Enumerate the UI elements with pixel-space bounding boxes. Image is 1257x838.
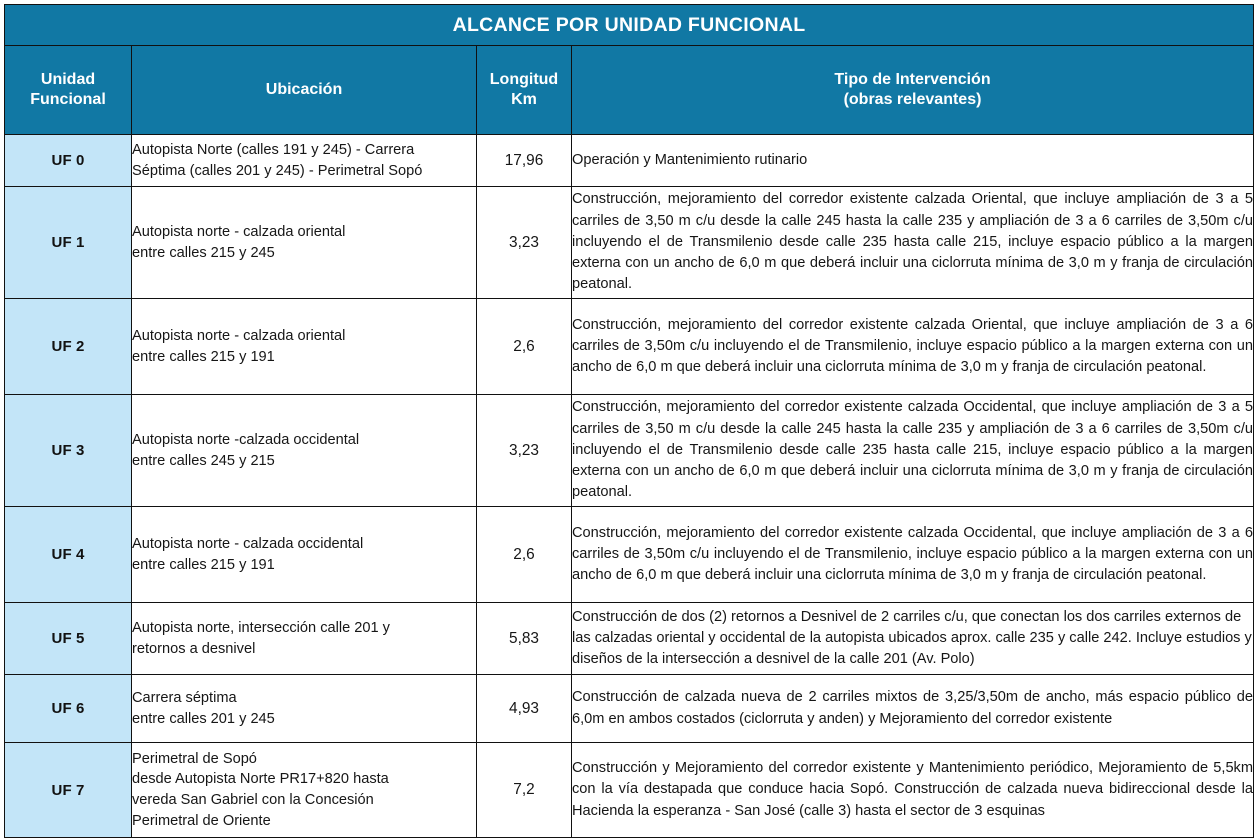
column-header-longitud-line1: Longitud (489, 71, 559, 89)
table-row (5, 187, 1254, 299)
ubicacion-line: Perimetral de Sopó (132, 750, 257, 767)
table-row (5, 675, 1254, 743)
ubicacion-line: Autopista norte - calzada oriental (132, 223, 346, 240)
cell-unidad-funcional: UF 6 (5, 675, 132, 743)
cell-ubicacion (132, 135, 477, 187)
ubicacion-line: Autopista norte - calzada occidental (132, 535, 364, 552)
cell-unidad-funcional: UF 5 (5, 603, 132, 675)
ubicacion-line: Carrera séptima (132, 689, 237, 706)
ubicacion-line: desde Autopista Norte PR17+820 hasta (132, 771, 389, 788)
cell-longitud-km: 3,23 (477, 395, 572, 507)
cell-ubicacion (132, 395, 477, 507)
ubicacion-line: Autopista Norte (calles 191 y 245) - Carrera (132, 141, 415, 158)
column-header-unidad-funcional-line2: Funcional (30, 91, 106, 108)
column-header-tipo-intervencion (572, 46, 1254, 135)
ubicacion-line: entre calles 215 y 191 (132, 348, 275, 365)
cell-tipo-intervencion: Construcción, mejoramiento del corredor existente calzada Occidental, que incluye ampliación de 3 a 6 carriles de 3,50m c/u incluyendo el de Transmilenio, incluye espacio público a la margen externa con un ancho de 6,0 m que deberá incluir una ciclorruta mínima de 3,0 m y franja de circulación peatonal. (572, 507, 1254, 603)
ubicacion-line: Autopista norte, intersección calle 201 y (132, 619, 390, 636)
cell-ubicacion (132, 743, 477, 838)
cell-unidad-funcional: UF 0 (5, 135, 132, 187)
cell-tipo-intervencion: Construcción, mejoramiento del corredor existente calzada Oriental, que incluye ampliación de 3 a 5 carriles de 3,50 m c/u desde la calle 245 hasta la calle 235 y ampliación de 3 a 6 carriles de 3,50m c/u incluyendo el de Transmilenio desde calle 235 hasta calle 215, incluye espacio público a la margen externa con un ancho de 6,0 m que deberá incluir una ciclorruta mínima de 3,0 m y franja de circulación peatonal. (572, 187, 1254, 299)
column-header-tipo-intervencion-line1: Tipo de Intervención (834, 71, 991, 89)
cell-longitud-km: 17,96 (477, 135, 572, 187)
cell-unidad-funcional: UF 2 (5, 299, 132, 395)
cell-unidad-funcional: UF 7 (5, 743, 132, 838)
cell-ubicacion (132, 187, 477, 299)
table-row (5, 603, 1254, 675)
column-header-ubicacion (132, 46, 477, 135)
column-header-tipo-intervencion-line2: (obras relevantes) (843, 91, 982, 108)
table-row (5, 507, 1254, 603)
column-header-longitud-line2: Km (511, 91, 537, 108)
table-title-row (5, 5, 1254, 46)
cell-unidad-funcional: UF 1 (5, 187, 132, 299)
table-row (5, 299, 1254, 395)
cell-longitud-km: 4,93 (477, 675, 572, 743)
table-row (5, 135, 1254, 187)
ubicacion-line: Autopista norte - calzada oriental (132, 327, 346, 344)
column-header-row (5, 46, 1254, 135)
cell-ubicacion (132, 507, 477, 603)
ubicacion-line: entre calles 245 y 215 (132, 452, 275, 469)
ubicacion-line: entre calles 201 y 245 (132, 710, 275, 727)
cell-unidad-funcional: UF 3 (5, 395, 132, 507)
column-header-longitud (477, 46, 572, 135)
ubicacion-line: Autopista norte -calzada occidental (132, 431, 360, 448)
cell-tipo-intervencion: Construcción, mejoramiento del corredor existente calzada Occidental, que incluye ampliación de 3 a 5 carriles de 3,50 m c/u desde la calle 245 hasta la calle 235 y ampliación de 3 a 6 carriles de 3,50m c/u incluyendo el de Transmilenio desde calle 235 hasta calle 215, incluye espacio público a la margen externa con un ancho de 6,0 m que deberá incluir una ciclorruta mínima de 3,0 m y franja de circulación peatonal. (572, 395, 1254, 507)
ubicacion-line: entre calles 215 y 191 (132, 556, 275, 573)
cell-tipo-intervencion: Construcción, mejoramiento del corredor existente calzada Oriental, que incluye ampliación de 3 a 6 carriles de 3,50m c/u incluyendo el de Transmilenio, incluye espacio público a la margen externa con un ancho de 6,0 m que deberá incluir una ciclorruta mínima de 3,0 m y franja de circulación peatonal. (572, 299, 1254, 395)
column-header-ubicacion-line1: Ubicación (265, 81, 343, 99)
ubicacion-line: Perimetral de Oriente (132, 812, 271, 829)
ubicacion-line: retornos a desnivel (132, 640, 256, 657)
cell-ubicacion (132, 675, 477, 743)
column-header-unidad-funcional (5, 46, 132, 135)
cell-tipo-intervencion: Construcción y Mejoramiento del corredor existente y Mantenimiento periódico, Mejoramiento de 5,5km con la vía destapada que conduce hacia Sopó. Construcción de calzada nueva bidireccional desde la Hacienda la esperanza - San José (calle 3) hasta el sector de 3 esquinas (572, 743, 1254, 838)
cell-longitud-km: 7,2 (477, 743, 572, 838)
cell-ubicacion (132, 603, 477, 675)
ubicacion-line: vereda San Gabriel con la Concesión (132, 792, 374, 808)
table-row (5, 395, 1254, 507)
column-header-unidad-funcional-line1: Unidad (40, 71, 96, 89)
cell-unidad-funcional: UF 4 (5, 507, 132, 603)
table-title: ALCANCE POR UNIDAD FUNCIONAL (5, 5, 1254, 46)
cell-tipo-intervencion: Construcción de dos (2) retornos a Desnivel de 2 carriles c/u, que conectan los dos carriles externos de las calzadas oriental y occidental de la autopista ubicados aprox. calle 235 y calle 242. Incluye estudios y diseños de la intersección a desnivel de la calle 201 (Av. Polo) (572, 603, 1254, 675)
cell-tipo-intervencion: Construcción de calzada nueva de 2 carriles mixtos de 3,25/3,50m de ancho, más espacio público de 6,0m en ambos costados (ciclorruta y anden) y Mejoramiento del corredor existente (572, 675, 1254, 743)
cell-longitud-km: 2,6 (477, 507, 572, 603)
alcance-por-unidad-funcional-table (4, 4, 1254, 838)
cell-longitud-km: 2,6 (477, 299, 572, 395)
cell-tipo-intervencion: Operación y Mantenimiento rutinario (572, 135, 1254, 187)
cell-longitud-km: 5,83 (477, 603, 572, 675)
table-body (5, 5, 1254, 838)
cell-longitud-km: 3,23 (477, 187, 572, 299)
table-row (5, 743, 1254, 838)
ubicacion-line: entre calles 215 y 245 (132, 244, 275, 261)
ubicacion-line: Séptima (calles 201 y 245) - Perimetral Sopó (132, 162, 423, 179)
cell-ubicacion (132, 299, 477, 395)
